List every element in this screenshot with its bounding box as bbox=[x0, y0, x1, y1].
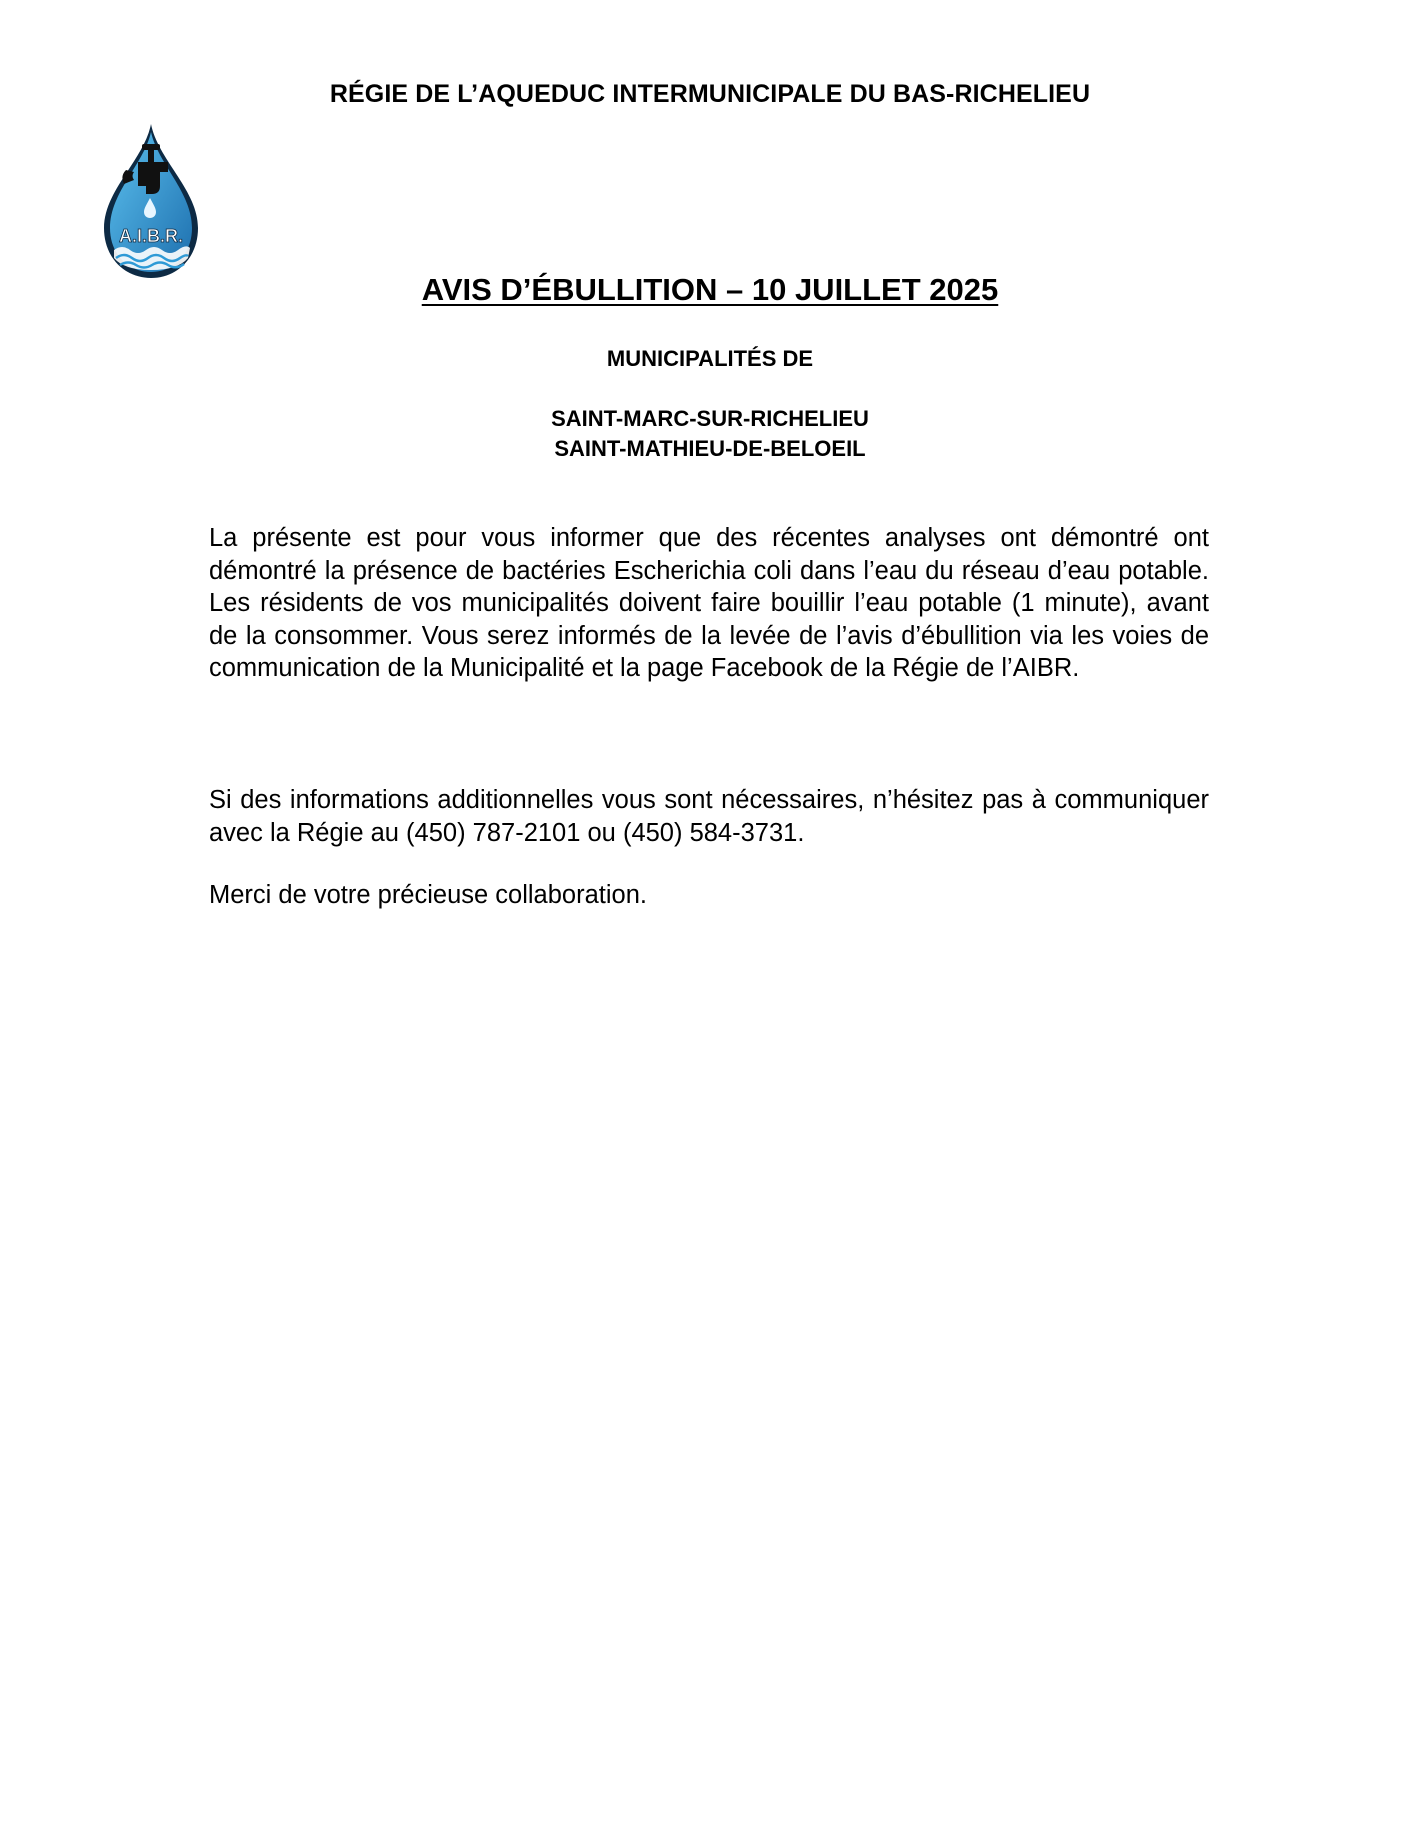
notice-title-text: AVIS D’ÉBULLITION – 10 JUILLET 2025 bbox=[421, 272, 999, 307]
notice-title bbox=[0, 272, 1420, 308]
aibr-logo bbox=[98, 120, 204, 282]
organization-header: RÉGIE DE L’AQUEDUC INTERMUNICIPALE DU BAS-RICHELIEU bbox=[329, 80, 1091, 108]
municipality-item: SAINT-MATHIEU-DE-BELOEIL bbox=[554, 436, 866, 461]
notice-paragraph-main: La présente est pour vous informer que des récentes analyses ont démontré ont démontré la présence de bactéries Escherichia coli dans l’eau du réseau d’eau potable. Les résidents de vos municipalités doivent faire bouillir l’eau potable (1 minute), avant de la consommer. Vous serez informés de la levée de l’avis d’ébullition via les voies de communication de la Municipalité et la page Facebook de la Régie de l’AIBR. bbox=[209, 524, 1209, 682]
municipalities-heading: MUNICIPALITÉS DE bbox=[606, 346, 814, 371]
logo-text: A.I.B.R. bbox=[118, 226, 184, 246]
notice-paragraph-contact: Si des informations additionnelles vous sont nécessaires, n’hésitez pas à communiquer avec la Régie au (450) 787-2101 ou (450) 584-3731. bbox=[209, 786, 1209, 847]
notice-paragraph-thanks: Merci de votre précieuse collaboration. bbox=[209, 881, 647, 909]
water-drop-faucet-logo-icon bbox=[98, 120, 204, 282]
municipalities-list bbox=[0, 404, 1420, 464]
municipality-item: SAINT-MARC-SUR-RICHELIEU bbox=[551, 406, 869, 431]
